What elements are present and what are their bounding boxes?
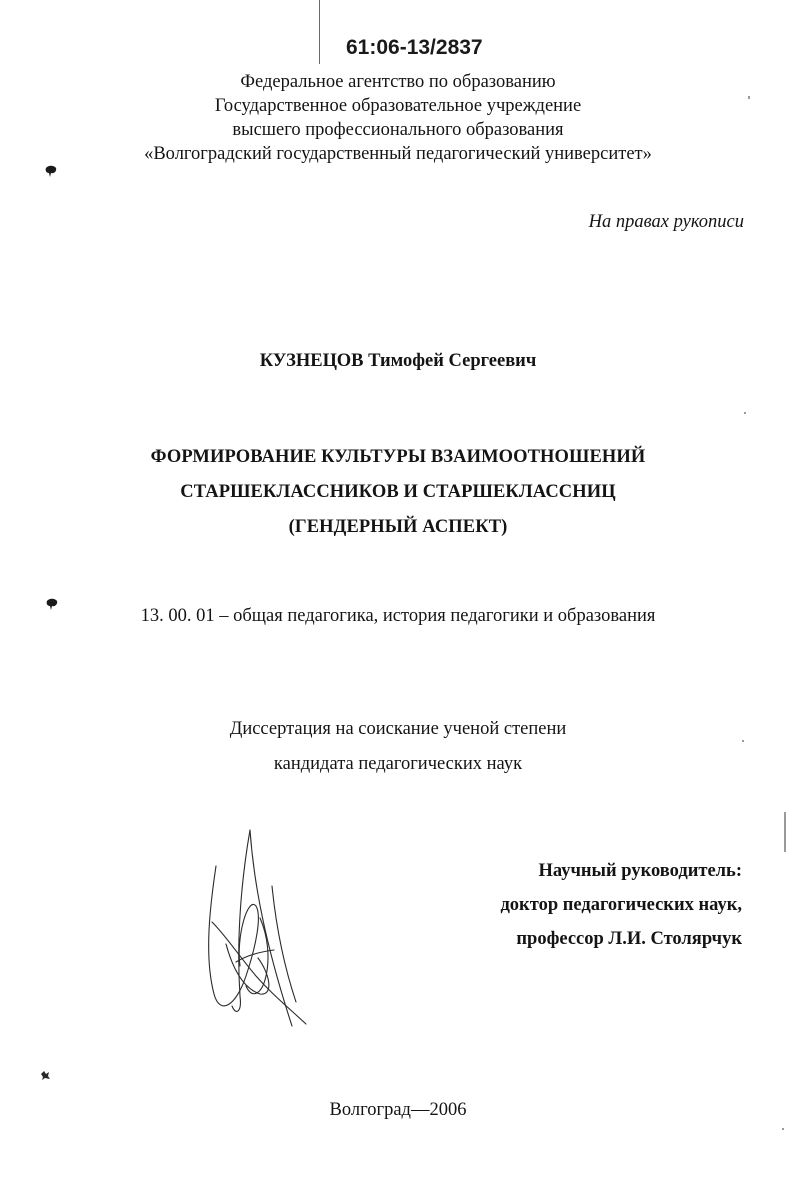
specialty-code: 13. 00. 01 – общая педагогика, история педагогики и образования <box>140 606 656 626</box>
supervisor-block <box>500 854 742 956</box>
header-line: «Волгоградский государственный педагогический университет» <box>144 144 652 164</box>
degree-line: кандидата педагогических наук <box>273 754 523 774</box>
signature <box>196 826 316 1032</box>
city-year: Волгоград—2006 <box>329 1100 467 1120</box>
author-name: КУЗНЕЦОВ Тимофей Сергеевич <box>259 351 537 371</box>
title-line: СТАРШЕКЛАССНИКОВ И СТАРШЕКЛАССНИЦ <box>180 482 616 502</box>
thesis-title <box>0 440 796 545</box>
scan-speck <box>744 412 746 414</box>
punch-mark-icon <box>38 1068 52 1082</box>
supervisor-name: профессор Л.И. Столярчук <box>516 929 742 949</box>
title-line: (ГЕНДЕРНЫЙ АСПЕКТ) <box>288 517 508 537</box>
degree-line: Диссертация на соискание ученой степени <box>229 719 567 739</box>
scan-speck <box>784 812 786 852</box>
archive-code: 61:06-13/2837 <box>346 36 483 59</box>
scan-speck <box>742 740 744 742</box>
header-line: Федеральное агентство по образованию <box>240 72 556 92</box>
scan-line <box>319 0 320 64</box>
supervisor-label: Научный руководитель: <box>538 861 742 881</box>
header-line: Государственное образовательное учреждение <box>214 96 582 116</box>
degree-statement <box>0 712 796 782</box>
punch-mark-icon <box>45 597 59 611</box>
punch-mark-icon <box>44 164 58 178</box>
supervisor-degree: доктор педагогических наук, <box>500 895 742 915</box>
manuscript-note: На правах рукописи <box>588 212 744 232</box>
institution-header <box>0 70 796 166</box>
scan-speck <box>748 96 750 99</box>
scan-speck <box>782 1128 784 1130</box>
header-line: высшего профессионального образования <box>232 120 564 140</box>
title-line: ФОРМИРОВАНИЕ КУЛЬТУРЫ ВЗАИМООТНОШЕНИЙ <box>150 447 646 467</box>
